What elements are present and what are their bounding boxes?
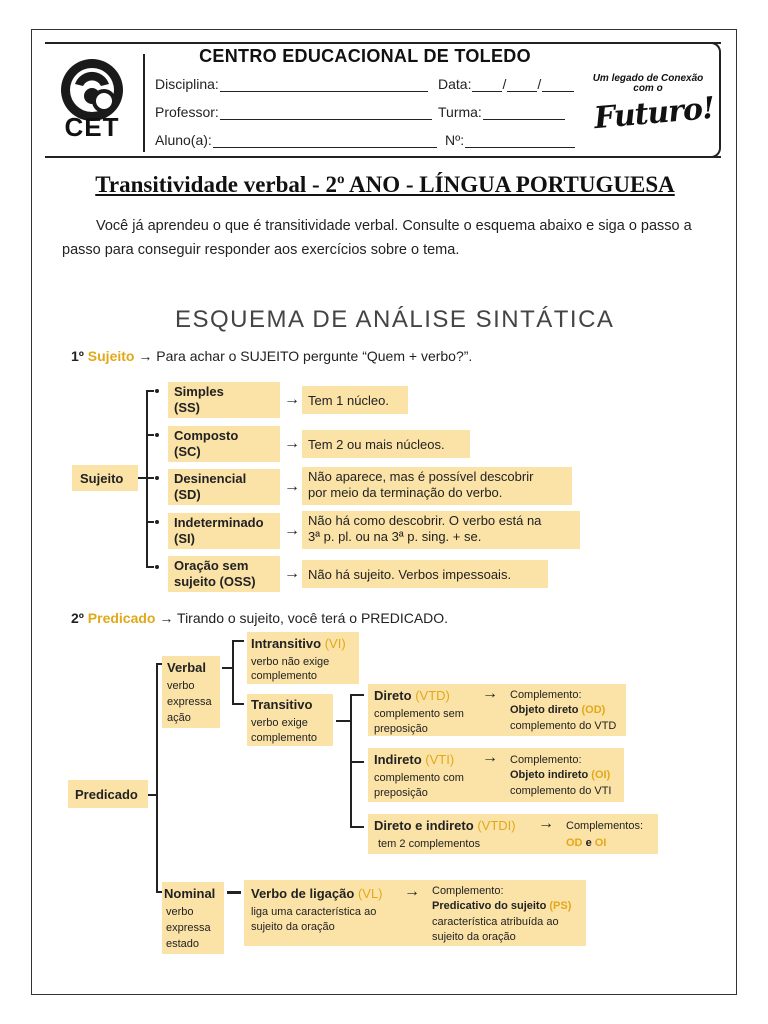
arrow-icon: → (284, 391, 300, 408)
logo-text: CET (64, 112, 120, 142)
slogan-main: Futuro! (592, 90, 716, 137)
intro-paragraph: Você já aprendeu o que é transitividade verbal. Consulte o esquema abaixo e siga o passo a passo para conseguir responder aos exercícios sobre o tema. (62, 218, 692, 258)
slogan-top: Um legado de Conexão com o (592, 73, 704, 94)
slogan (588, 73, 716, 140)
nominal-title: Nominal (164, 886, 216, 901)
desinencial-desc-1: Não aparece, mas é possível descobrir (308, 469, 534, 484)
predicado-label: Predicado (75, 787, 138, 802)
scheme-title: ESQUEMA DE ANÁLISE SINTÁTICA (175, 306, 615, 333)
direto-title: Direto (VTD) (374, 688, 450, 703)
arrow-icon: → (284, 478, 300, 495)
predicado-bracket (156, 663, 158, 893)
desinencial-desc-2: por meio da terminação do verbo. (308, 485, 503, 500)
step2-line: 2º Predicado → Tirando o sujeito, você terá o PREDICADO. (71, 610, 449, 626)
verbal-bracket (232, 640, 234, 704)
indeterminado-label: Indeterminado (174, 515, 264, 530)
composto-label: Composto (174, 428, 239, 443)
oss-abbr: sujeito (OSS) (174, 574, 256, 589)
indeterminado-abbr: (SI) (174, 531, 195, 546)
desinencial-label: Desinencial (174, 471, 247, 486)
logo-divider (143, 54, 145, 152)
intransitivo-title: Intransitivo (VI) (251, 636, 346, 651)
sujeito-bracket (146, 390, 148, 568)
field-numero[interactable]: Nº: (445, 132, 575, 148)
document-title: Transitividade verbal - 2º ANO - LÍNGUA PORTUGUESA (95, 172, 675, 197)
arrow-icon: → (404, 883, 420, 900)
step1-line: 1º Sujeito → Para achar o SUJEITO pergunte “Quem + verbo?”. (71, 348, 473, 364)
verbal-title: Verbal (167, 660, 207, 675)
oss-desc: Não há sujeito. Verbos impessoais. (308, 567, 512, 582)
field-professor[interactable]: Professor: (155, 104, 432, 120)
simples-label: Simples (174, 384, 224, 399)
arrow-icon: → (538, 815, 554, 832)
simples-abbr: (SS) (174, 400, 200, 415)
field-disciplina[interactable]: Disciplina: (155, 76, 428, 92)
indeterminado-desc-1: Não há como descobrir. O verbo está na (308, 513, 542, 528)
school-name: CENTRO EDUCACIONAL DE TOLEDO (199, 46, 531, 66)
arrow-icon: → (284, 565, 300, 582)
sujeito-label: Sujeito (80, 471, 124, 486)
direto-indireto-title: Direto e indireto (VTDI) (374, 818, 516, 833)
field-turma[interactable]: Turma: (438, 104, 565, 120)
indireto-title: Indireto (VTI) (374, 752, 455, 767)
desinencial-abbr: (SD) (174, 487, 201, 502)
ligacao-title: Verbo de ligação (VL) (251, 886, 383, 901)
arrow-icon: → (284, 435, 300, 452)
composto-abbr: (SC) (174, 444, 201, 459)
arrow-icon: → (482, 749, 498, 766)
simples-desc: Tem 1 núcleo. (308, 393, 389, 408)
indeterminado-desc-2: 3ª p. pl. ou na 3ª p. sing. + se. (308, 529, 482, 544)
oss-label: Oração sem (174, 558, 249, 573)
field-data[interactable]: Data: / / (438, 76, 574, 92)
arrow-icon: → (284, 522, 300, 539)
transitivo-title: Transitivo (251, 697, 313, 712)
arrow-icon: → (482, 685, 498, 702)
composto-desc: Tem 2 ou mais núcleos. (308, 437, 445, 452)
field-aluno[interactable]: Aluno(a): (155, 132, 437, 148)
